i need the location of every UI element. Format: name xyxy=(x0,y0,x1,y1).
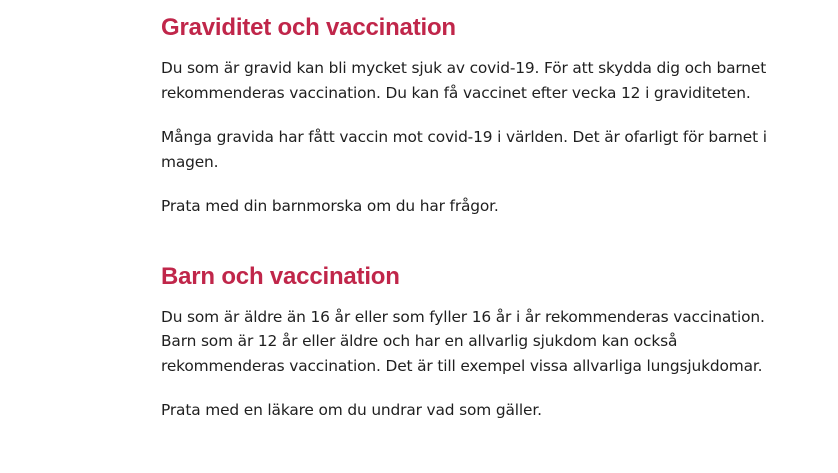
section-children-vaccination xyxy=(161,261,771,423)
paragraph-children-recommendation: Du som är äldre än 16 år eller som fyller 16 år i år rekommenderas vaccination. Barn som är 12 år eller äldre och har en allvarlig sjukdom kan också rekommenderas vaccination. Det är till exempel vissa allvarliga lungsjukdomar. xyxy=(161,307,765,375)
paragraph-children-contact: Prata med en läkare om du undrar vad som gäller. xyxy=(161,401,542,419)
paragraph-pregnancy-contact: Prata med din barnmorska om du har frågor. xyxy=(161,197,499,215)
section-heading-pregnancy: Graviditet och vaccination xyxy=(161,14,456,41)
paragraph-pregnancy-risk: Du som är gravid kan bli mycket sjuk av covid-19. För att skydda dig och barnet rekommenderas vaccination. Du kan få vaccinet efter vecka 12 i graviditeten. xyxy=(161,59,767,102)
section-heading-children: Barn och vaccination xyxy=(161,262,400,290)
paragraph-pregnancy-safety: Många gravida har fått vaccin mot covid-19 i världen. Det är ofarligt för barnet i magen. xyxy=(161,128,767,171)
section-pregnancy-vaccination xyxy=(161,12,771,219)
article-content xyxy=(161,12,771,423)
